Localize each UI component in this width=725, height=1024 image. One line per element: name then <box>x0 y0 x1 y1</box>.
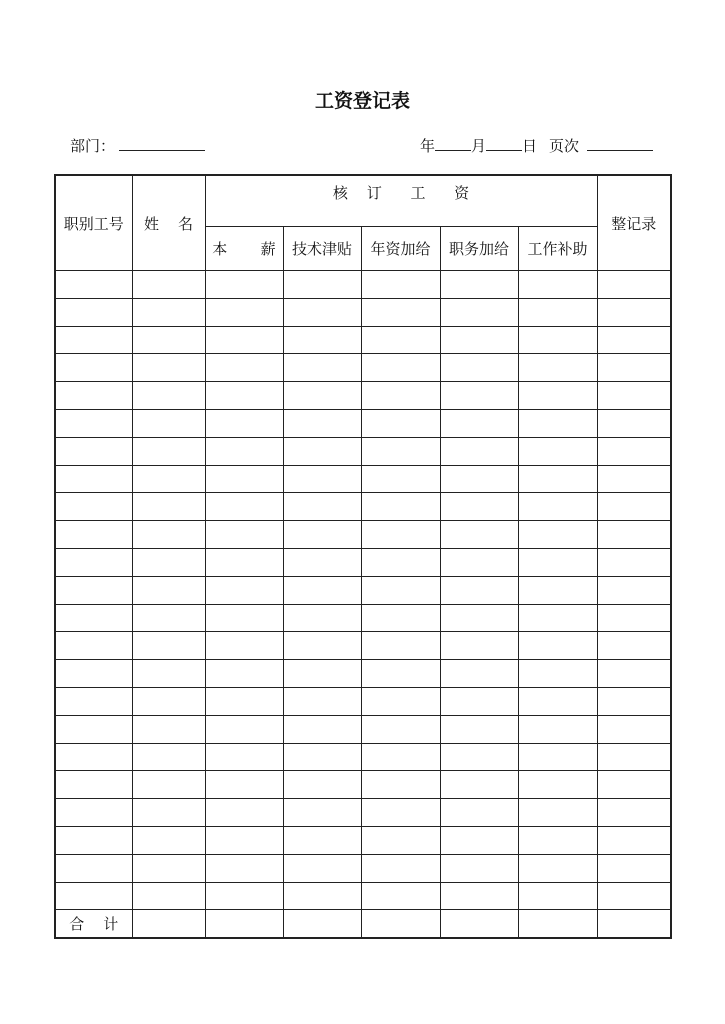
total-cell[interactable] <box>132 910 205 938</box>
header-adjust-record: 整记录 <box>597 175 671 271</box>
table-cell[interactable] <box>440 604 518 632</box>
table-cell[interactable] <box>283 326 361 354</box>
table-cell[interactable] <box>361 271 440 299</box>
table-cell[interactable] <box>205 799 283 827</box>
table-row <box>55 771 671 799</box>
table-cell[interactable] <box>361 409 440 437</box>
month-label: 月 <box>471 137 487 155</box>
table-row <box>55 548 671 576</box>
table-cell[interactable] <box>440 715 518 743</box>
table-row <box>55 354 671 382</box>
table-cell[interactable] <box>55 465 132 493</box>
table-cell[interactable] <box>132 826 205 854</box>
table-cell[interactable] <box>283 799 361 827</box>
table-cell[interactable] <box>132 604 205 632</box>
table-cell[interactable] <box>440 826 518 854</box>
table-row <box>55 382 671 410</box>
table-cell[interactable] <box>597 409 671 437</box>
table-cell[interactable] <box>132 354 205 382</box>
table-cell[interactable] <box>132 799 205 827</box>
day-label: 日 <box>522 137 538 155</box>
table-cell[interactable] <box>283 493 361 521</box>
table-row <box>55 576 671 604</box>
table-cell[interactable] <box>205 382 283 410</box>
table-cell[interactable] <box>55 298 132 326</box>
table-cell[interactable] <box>361 548 440 576</box>
header-seniority-pay: 年资加给 <box>361 227 440 271</box>
table-cell[interactable] <box>132 660 205 688</box>
header-work-subsidy: 工作补助 <box>518 227 597 271</box>
table-cell[interactable] <box>132 271 205 299</box>
table-cell[interactable] <box>597 326 671 354</box>
table-cell[interactable] <box>55 521 132 549</box>
table-cell[interactable] <box>132 465 205 493</box>
table-cell[interactable] <box>132 437 205 465</box>
header-base-pay: 本 薪 <box>205 227 283 271</box>
table-cell[interactable] <box>283 854 361 882</box>
table-cell[interactable] <box>440 521 518 549</box>
table-cell[interactable] <box>518 465 597 493</box>
table-cell[interactable] <box>132 882 205 910</box>
table-cell[interactable] <box>597 548 671 576</box>
table-cell[interactable] <box>205 604 283 632</box>
table-row <box>55 854 671 882</box>
table-cell[interactable] <box>597 632 671 660</box>
table-cell[interactable] <box>132 632 205 660</box>
table-cell[interactable] <box>132 382 205 410</box>
table-cell[interactable] <box>518 771 597 799</box>
table-cell[interactable] <box>597 354 671 382</box>
table-cell[interactable] <box>205 771 283 799</box>
table-cell[interactable] <box>283 882 361 910</box>
table-cell[interactable] <box>132 743 205 771</box>
date-page-field <box>420 136 653 156</box>
table-row <box>55 298 671 326</box>
table-cell[interactable] <box>283 437 361 465</box>
table-cell[interactable] <box>597 271 671 299</box>
table-cell[interactable] <box>283 354 361 382</box>
table-cell[interactable] <box>55 660 132 688</box>
table-cell[interactable] <box>518 687 597 715</box>
table-cell[interactable] <box>55 854 132 882</box>
total-cell[interactable] <box>361 910 440 938</box>
table-cell[interactable] <box>283 298 361 326</box>
table-cell[interactable] <box>440 632 518 660</box>
day-blank[interactable] <box>486 136 522 151</box>
table-cell[interactable] <box>597 660 671 688</box>
table-cell[interactable] <box>55 826 132 854</box>
total-cell[interactable] <box>283 910 361 938</box>
table-cell[interactable] <box>518 632 597 660</box>
table-cell[interactable] <box>440 743 518 771</box>
total-label: 合 计 <box>55 910 132 938</box>
table-cell[interactable] <box>55 604 132 632</box>
table-cell[interactable] <box>132 687 205 715</box>
table-cell[interactable] <box>518 743 597 771</box>
table-cell[interactable] <box>361 493 440 521</box>
table-cell[interactable] <box>205 576 283 604</box>
total-cell[interactable] <box>440 910 518 938</box>
table-row <box>55 826 671 854</box>
department-label: 部门： <box>70 137 116 155</box>
table-cell[interactable] <box>205 715 283 743</box>
table-cell[interactable] <box>55 743 132 771</box>
table-cell[interactable] <box>205 882 283 910</box>
table-row <box>55 326 671 354</box>
table-cell[interactable] <box>440 493 518 521</box>
page-label: 页次 <box>549 137 580 155</box>
table-cell[interactable] <box>597 604 671 632</box>
table-cell[interactable] <box>597 465 671 493</box>
year-label: 年 <box>420 137 436 155</box>
table-cell[interactable] <box>205 521 283 549</box>
table-cell[interactable] <box>361 354 440 382</box>
table-cell[interactable] <box>283 465 361 493</box>
table-cell[interactable] <box>597 521 671 549</box>
table-cell[interactable] <box>283 521 361 549</box>
table-cell[interactable] <box>518 437 597 465</box>
table-cell[interactable] <box>205 660 283 688</box>
table-cell[interactable] <box>283 771 361 799</box>
total-cell[interactable] <box>518 910 597 938</box>
table-cell[interactable] <box>55 437 132 465</box>
table-cell[interactable] <box>205 298 283 326</box>
table-cell[interactable] <box>597 826 671 854</box>
table-cell[interactable] <box>361 743 440 771</box>
table-cell[interactable] <box>361 799 440 827</box>
table-cell[interactable] <box>440 298 518 326</box>
table-cell[interactable] <box>440 576 518 604</box>
table-cell[interactable] <box>283 382 361 410</box>
table-cell[interactable] <box>518 493 597 521</box>
table-cell[interactable] <box>55 548 132 576</box>
table-cell[interactable] <box>55 409 132 437</box>
table-cell[interactable] <box>440 437 518 465</box>
table-row <box>55 465 671 493</box>
table-cell[interactable] <box>361 660 440 688</box>
table-cell[interactable] <box>132 409 205 437</box>
table-cell[interactable] <box>55 354 132 382</box>
table-cell[interactable] <box>283 743 361 771</box>
table-cell[interactable] <box>440 465 518 493</box>
table-cell[interactable] <box>361 604 440 632</box>
table-cell[interactable] <box>361 326 440 354</box>
department-blank[interactable] <box>119 136 205 151</box>
table-cell[interactable] <box>597 799 671 827</box>
table-cell[interactable] <box>132 521 205 549</box>
table-cell[interactable] <box>283 271 361 299</box>
table-cell[interactable] <box>361 687 440 715</box>
table-cell[interactable] <box>132 576 205 604</box>
salary-table <box>54 174 672 939</box>
table-cell[interactable] <box>440 771 518 799</box>
table-row <box>55 882 671 910</box>
table-cell[interactable] <box>597 437 671 465</box>
table-cell[interactable] <box>440 687 518 715</box>
table-cell[interactable] <box>597 882 671 910</box>
table-cell[interactable] <box>597 576 671 604</box>
table-cell[interactable] <box>55 687 132 715</box>
table-cell[interactable] <box>518 326 597 354</box>
table-cell[interactable] <box>55 882 132 910</box>
table-cell[interactable] <box>283 826 361 854</box>
table-cell[interactable] <box>205 354 283 382</box>
header-salary-group: 核 订 工 资 <box>205 175 597 227</box>
table-cell[interactable] <box>361 465 440 493</box>
table-cell[interactable] <box>283 409 361 437</box>
table-cell[interactable] <box>440 354 518 382</box>
table-row <box>55 409 671 437</box>
table-cell[interactable] <box>205 854 283 882</box>
table-cell[interactable] <box>205 687 283 715</box>
table-cell[interactable] <box>55 799 132 827</box>
total-cell[interactable] <box>597 910 671 938</box>
table-cell[interactable] <box>361 382 440 410</box>
table-cell[interactable] <box>518 882 597 910</box>
table-cell[interactable] <box>55 326 132 354</box>
table-row <box>55 271 671 299</box>
table-cell[interactable] <box>361 576 440 604</box>
table-cell[interactable] <box>440 409 518 437</box>
table-cell[interactable] <box>205 548 283 576</box>
table-cell[interactable] <box>518 548 597 576</box>
table-cell[interactable] <box>205 437 283 465</box>
table-cell[interactable] <box>132 298 205 326</box>
table-cell[interactable] <box>440 382 518 410</box>
header-position-pay: 职务加给 <box>440 227 518 271</box>
table-cell[interactable] <box>132 326 205 354</box>
header-tech-allowance: 技术津贴 <box>283 227 361 271</box>
table-cell[interactable] <box>597 687 671 715</box>
table-cell[interactable] <box>132 854 205 882</box>
table-cell[interactable] <box>205 632 283 660</box>
table-cell[interactable] <box>518 382 597 410</box>
table-cell[interactable] <box>440 854 518 882</box>
table-cell[interactable] <box>132 548 205 576</box>
table-cell[interactable] <box>283 660 361 688</box>
table-cell[interactable] <box>597 715 671 743</box>
table-cell[interactable] <box>518 298 597 326</box>
table-cell[interactable] <box>361 854 440 882</box>
table-cell[interactable] <box>55 493 132 521</box>
table-cell[interactable] <box>440 326 518 354</box>
table-cell[interactable] <box>283 604 361 632</box>
header-name: 姓 名 <box>132 175 205 271</box>
table-cell[interactable] <box>55 271 132 299</box>
table-row <box>55 437 671 465</box>
table-cell[interactable] <box>518 854 597 882</box>
table-cell[interactable] <box>132 771 205 799</box>
table-cell[interactable] <box>55 382 132 410</box>
table-cell[interactable] <box>361 826 440 854</box>
table-cell[interactable] <box>518 409 597 437</box>
table-cell[interactable] <box>205 326 283 354</box>
table-cell[interactable] <box>518 715 597 743</box>
table-cell[interactable] <box>518 799 597 827</box>
table-cell[interactable] <box>597 854 671 882</box>
table-cell[interactable] <box>597 743 671 771</box>
table-cell[interactable] <box>205 493 283 521</box>
table-cell[interactable] <box>283 548 361 576</box>
table-row <box>55 799 671 827</box>
table-cell[interactable] <box>597 771 671 799</box>
table-cell[interactable] <box>440 882 518 910</box>
table-cell[interactable] <box>205 271 283 299</box>
table-cell[interactable] <box>283 632 361 660</box>
table-cell[interactable] <box>440 271 518 299</box>
table-cell[interactable] <box>205 409 283 437</box>
table-cell[interactable] <box>361 632 440 660</box>
table-cell[interactable] <box>361 882 440 910</box>
table-cell[interactable] <box>518 576 597 604</box>
table-cell[interactable] <box>518 354 597 382</box>
table-cell[interactable] <box>132 715 205 743</box>
table-cell[interactable] <box>55 576 132 604</box>
page-number-blank[interactable] <box>587 136 653 151</box>
table-cell[interactable] <box>440 660 518 688</box>
table-cell[interactable] <box>361 521 440 549</box>
table-cell[interactable] <box>440 799 518 827</box>
table-cell[interactable] <box>518 826 597 854</box>
table-cell[interactable] <box>205 743 283 771</box>
table-cell[interactable] <box>518 521 597 549</box>
table-row <box>55 493 671 521</box>
table-row <box>55 632 671 660</box>
table-row <box>55 521 671 549</box>
table-cell[interactable] <box>597 298 671 326</box>
table-cell[interactable] <box>361 298 440 326</box>
table-cell[interactable] <box>361 437 440 465</box>
header-emp-id: 职别工号 <box>55 175 132 271</box>
total-row <box>55 910 671 938</box>
table-cell[interactable] <box>518 271 597 299</box>
table-cell[interactable] <box>205 826 283 854</box>
table-cell[interactable] <box>132 493 205 521</box>
table-row <box>55 715 671 743</box>
table-cell[interactable] <box>597 493 671 521</box>
total-cell[interactable] <box>205 910 283 938</box>
table-cell[interactable] <box>55 715 132 743</box>
table-cell[interactable] <box>283 715 361 743</box>
table-cell[interactable] <box>361 771 440 799</box>
table-cell[interactable] <box>518 604 597 632</box>
table-row <box>55 660 671 688</box>
table-cell[interactable] <box>55 632 132 660</box>
table-cell[interactable] <box>283 687 361 715</box>
page-title: 工资登记表 <box>314 90 410 112</box>
table-row <box>55 687 671 715</box>
table-cell[interactable] <box>518 660 597 688</box>
table-row <box>55 743 671 771</box>
table-cell[interactable] <box>205 465 283 493</box>
table-cell[interactable] <box>55 771 132 799</box>
department-field <box>70 136 205 156</box>
table-cell[interactable] <box>440 548 518 576</box>
table-cell[interactable] <box>597 382 671 410</box>
month-blank[interactable] <box>435 136 471 151</box>
table-cell[interactable] <box>283 576 361 604</box>
table-row <box>55 604 671 632</box>
table-cell[interactable] <box>361 715 440 743</box>
